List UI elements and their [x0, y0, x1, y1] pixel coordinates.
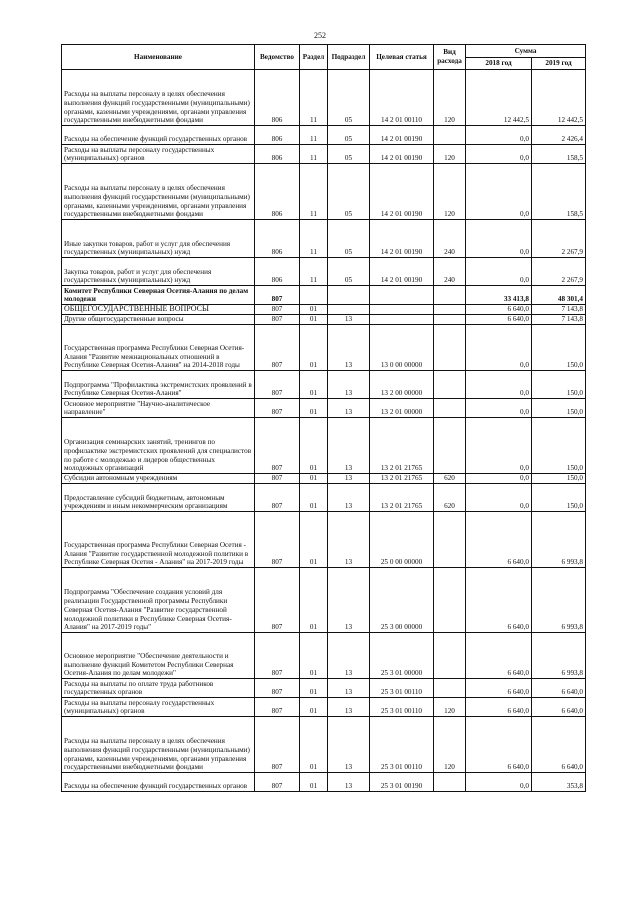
row-sum-2019: 150,0 — [532, 474, 586, 484]
row-sum-2019: 2 426,4 — [532, 126, 586, 145]
row-sum-2019: 150,0 — [532, 325, 586, 371]
table-row — [62, 512, 586, 568]
header-name: Наименование — [62, 45, 255, 70]
row-subsection: 13 — [328, 474, 370, 484]
row-expense-type — [434, 679, 466, 698]
row-expense-type — [434, 325, 466, 371]
row-ministry: 807 — [255, 315, 300, 325]
row-target-article: 13 2 01 21765 — [370, 474, 434, 484]
row-sum-2018: 0,0 — [466, 126, 532, 145]
table-row — [62, 70, 586, 126]
row-sum-2019: 353,8 — [532, 773, 586, 792]
row-sum-2018: 0,0 — [466, 145, 532, 164]
row-subsection: 13 — [328, 633, 370, 679]
row-subsection: 13 — [328, 773, 370, 792]
row-subsection: 05 — [328, 126, 370, 145]
row-subsection: 05 — [328, 164, 370, 220]
row-section: 01 — [300, 512, 328, 568]
row-sum-2019: 150,0 — [532, 371, 586, 399]
row-expense-type — [434, 399, 466, 418]
page-number: 252 — [314, 31, 326, 40]
row-ministry: 807 — [255, 633, 300, 679]
table-row — [62, 399, 586, 418]
row-expense-type — [434, 126, 466, 145]
row-ministry: 806 — [255, 164, 300, 220]
row-target-article: 14 2 01 00190 — [370, 258, 434, 286]
row-sum-2018: 0,0 — [466, 773, 532, 792]
header-subsection: Подраздел — [328, 45, 370, 70]
row-section: 01 — [300, 418, 328, 474]
row-name: Субсидии автономным учреждениям — [62, 474, 255, 484]
row-sum-2019: 6 993,8 — [532, 633, 586, 679]
row-sum-2019: 48 301,4 — [532, 286, 586, 305]
row-target-article — [370, 305, 434, 315]
row-name: Иные закупки товаров, работ и услуг для обеспечения государственных (муниципальных) нужд — [62, 220, 255, 258]
row-sum-2018: 12 442,5 — [466, 70, 532, 126]
row-ministry: 807 — [255, 773, 300, 792]
table-body — [62, 70, 586, 792]
row-sum-2018: 6 640,0 — [466, 698, 532, 717]
row-target-article: 14 2 01 00190 — [370, 145, 434, 164]
table-row — [62, 315, 586, 325]
row-sum-2019: 2 267,9 — [532, 258, 586, 286]
table-row — [62, 633, 586, 679]
row-name: Расходы на выплаты персоналу государственных (муниципальных) органов — [62, 698, 255, 717]
row-sum-2018: 0,0 — [466, 220, 532, 258]
table-row — [62, 679, 586, 698]
row-name: Основное мероприятие "Обеспечение деятельности и выполнение функций Комитетом Республики Северная Осетия-Алания по делам молодежи" — [62, 633, 255, 679]
row-sum-2018: 6 640,0 — [466, 568, 532, 633]
row-name: Расходы на обеспечение функций государственных органов — [62, 773, 255, 792]
row-expense-type — [434, 568, 466, 633]
row-target-article: 14 2 01 00190 — [370, 220, 434, 258]
row-target-article: 14 2 01 00110 — [370, 70, 434, 126]
row-sum-2019: 158,5 — [532, 164, 586, 220]
row-subsection: 13 — [328, 698, 370, 717]
row-expense-type — [434, 512, 466, 568]
row-section: 01 — [300, 305, 328, 315]
row-sum-2018: 6 640,0 — [466, 633, 532, 679]
row-sum-2018: 6 640,0 — [466, 512, 532, 568]
row-ministry: 807 — [255, 512, 300, 568]
row-section: 01 — [300, 717, 328, 773]
row-expense-type: 620 — [434, 474, 466, 484]
row-section: 01 — [300, 568, 328, 633]
header-year-2019: 2019 год — [532, 58, 586, 70]
row-sum-2018: 0,0 — [466, 474, 532, 484]
row-ministry: 806 — [255, 70, 300, 126]
row-name: Расходы на выплаты персоналу в целях обеспечения выполнения функций государственными (муниципальными) органами, казенными учреждениями, органами управления государственными внебюджетными фондами — [62, 717, 255, 773]
row-name: Подпрограмма "Профилактика экстремистских проявлений в Республике Северная Осетия-Алания" — [62, 371, 255, 399]
row-subsection — [328, 286, 370, 305]
row-name: Основное мероприятие "Научно-аналитическое направление" — [62, 399, 255, 418]
row-subsection: 05 — [328, 145, 370, 164]
row-sum-2019: 6 640,0 — [532, 698, 586, 717]
row-subsection: 13 — [328, 418, 370, 474]
row-ministry: 807 — [255, 568, 300, 633]
row-sum-2019: 6 993,8 — [532, 512, 586, 568]
row-sum-2019: 150,0 — [532, 484, 586, 512]
row-section: 01 — [300, 371, 328, 399]
row-ministry: 807 — [255, 305, 300, 315]
row-subsection: 13 — [328, 568, 370, 633]
row-section: 11 — [300, 145, 328, 164]
row-sum-2018: 0,0 — [466, 484, 532, 512]
row-subsection: 13 — [328, 484, 370, 512]
row-name: Расходы на выплаты по оплате труда работников государственных органов — [62, 679, 255, 698]
row-expense-type: 240 — [434, 258, 466, 286]
row-expense-type: 120 — [434, 145, 466, 164]
row-sum-2018: 0,0 — [466, 418, 532, 474]
row-name: ОБЩЕГОСУДАРСТВЕННЫЕ ВОПРОСЫ — [62, 305, 255, 315]
row-expense-type: 120 — [434, 698, 466, 717]
table-row — [62, 305, 586, 315]
row-expense-type — [434, 371, 466, 399]
row-sum-2019: 150,0 — [532, 418, 586, 474]
row-target-article: 25 3 01 00000 — [370, 633, 434, 679]
table-row — [62, 773, 586, 792]
row-section: 01 — [300, 399, 328, 418]
row-sum-2019: 2 267,9 — [532, 220, 586, 258]
row-name: Подпрограмма "Обеспечение создания условий для реализации Государственной программы Республики Северная Осетия-Алания "Развитие государственной молодежной политики в Республике Северная Осетия-Алания" на 2017-2019 годы" — [62, 568, 255, 633]
row-name: Государственная программа Республики Северная Осетия-Алания "Развитие межнациональных отношений в Республике Северная Осетия-Алания" на 2014-2018 годы — [62, 325, 255, 371]
row-name: Закупка товаров, работ и услуг для обеспечения государственных (муниципальных) нужд — [62, 258, 255, 286]
row-subsection: 13 — [328, 717, 370, 773]
row-sum-2018: 6 640,0 — [466, 305, 532, 315]
row-target-article: 25 0 00 00000 — [370, 512, 434, 568]
row-target-article: 13 2 01 21765 — [370, 418, 434, 474]
row-section: 11 — [300, 70, 328, 126]
row-subsection: 13 — [328, 325, 370, 371]
row-ministry: 807 — [255, 418, 300, 474]
row-sum-2018: 0,0 — [466, 371, 532, 399]
row-ministry: 807 — [255, 717, 300, 773]
row-expense-type — [434, 418, 466, 474]
row-expense-type: 620 — [434, 484, 466, 512]
row-subsection: 13 — [328, 399, 370, 418]
row-sum-2019: 6 993,8 — [532, 568, 586, 633]
row-expense-type: 120 — [434, 717, 466, 773]
row-name: Предоставление субсидий бюджетным, автономным учреждениям и иным некоммерческим организациям — [62, 484, 255, 512]
row-sum-2019: 6 640,0 — [532, 717, 586, 773]
row-section: 01 — [300, 633, 328, 679]
row-section: 11 — [300, 126, 328, 145]
table-row — [62, 164, 586, 220]
row-name: Расходы на выплаты персоналу в целях обеспечения выполнения функций государственными (муниципальными) органами, казенными учреждениями, органами управления государственными внебюджетными фондами — [62, 164, 255, 220]
table-row — [62, 418, 586, 474]
row-ministry: 807 — [255, 371, 300, 399]
row-sum-2018: 0,0 — [466, 325, 532, 371]
table-row — [62, 258, 586, 286]
row-ministry: 807 — [255, 399, 300, 418]
row-name: Государственная программа Республики Северная Осетия - Алания "Развитие государственной молодежной политики в Республике Северная Осетия - Алания" на 2017-2019 годы — [62, 512, 255, 568]
row-subsection: 05 — [328, 220, 370, 258]
table-row — [62, 371, 586, 399]
row-ministry: 807 — [255, 474, 300, 484]
row-name: Расходы на выплаты персоналу в целях обеспечения выполнения функций государственными (муниципальными) органами, казенными учреждениями, органами управления государственными внебюджетными фондами — [62, 70, 255, 126]
row-expense-type — [434, 773, 466, 792]
table-row — [62, 145, 586, 164]
row-section — [300, 286, 328, 305]
row-sum-2018: 6 640,0 — [466, 315, 532, 325]
row-expense-type — [434, 305, 466, 315]
row-sum-2018: 0,0 — [466, 258, 532, 286]
row-section: 01 — [300, 484, 328, 512]
row-section: 11 — [300, 164, 328, 220]
row-expense-type: 120 — [434, 164, 466, 220]
row-name: Комитет Республики Северная Осетия-Алания по делам молодежи — [62, 286, 255, 305]
row-sum-2019: 7 143,8 — [532, 305, 586, 315]
table-row — [62, 717, 586, 773]
row-ministry: 806 — [255, 145, 300, 164]
row-target-article: 13 2 00 00000 — [370, 371, 434, 399]
row-name: Организация семинарских занятий, тренингов по профилактике экстремистских проявлений для специалистов по работе с молодежью и лидеров общественных молодежных организаций — [62, 418, 255, 474]
row-name: Расходы на выплаты персоналу государственных (муниципальных) органов — [62, 145, 255, 164]
row-ministry: 807 — [255, 698, 300, 717]
table-row — [62, 126, 586, 145]
row-subsection: 13 — [328, 371, 370, 399]
table-row — [62, 220, 586, 258]
row-section: 01 — [300, 474, 328, 484]
table-row — [62, 568, 586, 633]
row-expense-type: 240 — [434, 220, 466, 258]
row-target-article: 14 2 01 00190 — [370, 126, 434, 145]
row-ministry: 806 — [255, 220, 300, 258]
row-subsection: 13 — [328, 512, 370, 568]
row-subsection: 13 — [328, 315, 370, 325]
row-expense-type: 120 — [434, 70, 466, 126]
row-sum-2018: 0,0 — [466, 164, 532, 220]
header-year-2018: 2018 год — [466, 58, 532, 70]
row-subsection: 05 — [328, 258, 370, 286]
row-section: 11 — [300, 220, 328, 258]
row-target-article: 25 3 01 00190 — [370, 773, 434, 792]
row-ministry: 807 — [255, 679, 300, 698]
row-sum-2019: 12 442,5 — [532, 70, 586, 126]
header-ministry: Ведомство — [255, 45, 300, 70]
row-target-article: 25 3 01 00110 — [370, 717, 434, 773]
row-section: 01 — [300, 773, 328, 792]
row-target-article: 25 3 01 00110 — [370, 679, 434, 698]
row-sum-2019: 158,5 — [532, 145, 586, 164]
table-row — [62, 484, 586, 512]
header-expense-type: Вид расхода — [434, 45, 466, 70]
row-expense-type — [434, 286, 466, 305]
row-ministry: 807 — [255, 484, 300, 512]
row-target-article: 14 2 01 00190 — [370, 164, 434, 220]
row-section: 01 — [300, 679, 328, 698]
row-target-article: 25 3 01 00110 — [370, 698, 434, 717]
row-name: Расходы на обеспечение функций государственных органов — [62, 126, 255, 145]
header-sum: Сумма — [466, 45, 586, 58]
table-row — [62, 474, 586, 484]
row-target-article: 13 2 01 00000 — [370, 399, 434, 418]
row-ministry: 807 — [255, 325, 300, 371]
row-subsection: 13 — [328, 679, 370, 698]
row-target-article: 13 2 01 21765 — [370, 484, 434, 512]
row-ministry: 806 — [255, 258, 300, 286]
row-sum-2019: 150,0 — [532, 399, 586, 418]
row-section: 01 — [300, 315, 328, 325]
row-target-article — [370, 315, 434, 325]
row-ministry: 807 — [255, 286, 300, 305]
row-target-article — [370, 286, 434, 305]
row-subsection: 05 — [328, 70, 370, 126]
table-row — [62, 325, 586, 371]
row-section: 11 — [300, 258, 328, 286]
row-expense-type — [434, 633, 466, 679]
row-section: 01 — [300, 698, 328, 717]
row-target-article: 25 3 00 00000 — [370, 568, 434, 633]
header-section: Раздел — [300, 45, 328, 70]
row-sum-2019: 6 640,0 — [532, 679, 586, 698]
row-sum-2018: 6 640,0 — [466, 717, 532, 773]
budget-table — [61, 44, 586, 792]
row-section: 01 — [300, 325, 328, 371]
row-sum-2018: 0,0 — [466, 399, 532, 418]
table-row — [62, 698, 586, 717]
row-sum-2018: 6 640,0 — [466, 679, 532, 698]
row-sum-2018: 33 413,8 — [466, 286, 532, 305]
row-subsection — [328, 305, 370, 315]
row-ministry: 806 — [255, 126, 300, 145]
row-expense-type — [434, 315, 466, 325]
row-target-article: 13 0 00 00000 — [370, 325, 434, 371]
table-row — [62, 286, 586, 305]
header-target-article: Целевая статья — [370, 45, 434, 70]
row-sum-2019: 7 143,8 — [532, 315, 586, 325]
row-name: Другие общегосударственные вопросы — [62, 315, 255, 325]
